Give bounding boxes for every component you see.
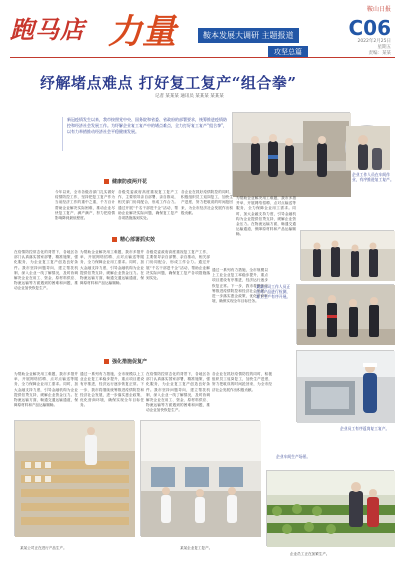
photo-workshop-inspection [300,230,394,280]
body-text-9: 为帮助企业解决用工难题，我市多措并举，开展网络招聘、点对点输送等服务，全力保障企业用工需求。同时，加大金融支持力度，引导金融机构为企业提供信贷支持，缓解企业资金压力。在物流运输方面，畅通交通运输通道，保障原材料和产品运输顺畅。 [14,372,78,408]
masthead-rule [10,57,395,58]
photo-small-round [345,125,389,169]
section-heading-1-text: 健康防疫两开花 [112,179,148,185]
body-text-4: 为帮助企业解决用工难题，我市多措并举，开展网络招聘、点对点输送等服务，全力保障企业用工需求。同时，加大金融支持力度，引导金融机构为企业提供信贷支持，缓解企业资金压力。在物流运输方面，畅通交通运输通道，保障原材料和产品运输顺畅。 [236,196,296,237]
masthead [10,4,395,56]
section-marker-icon [112,237,117,242]
caption-4: 企业车间生产场景。 [276,454,311,459]
byline: 记者 某某某 通讯员 某某某 某某某 [155,94,224,99]
date-line-3: 责编：某某 [368,51,391,56]
date-line [331,39,391,57]
body-text-12: 各企业在抓好疫情防控的同时，积极组织员工返岗复工，加快生产进度，努力把耽误的时间抢回来，为全市经济社会发展作出积极贡献。 [212,372,272,392]
section-heading-3-text: 强化措施促复产 [112,359,148,365]
section-tag: 攻坚总篇 [268,46,308,58]
brand-title: 跑马店 [10,15,85,44]
caption-3: 企业员工有序返岗复工复产。 [340,426,390,431]
section-heading-3 [104,358,147,365]
date-line-2: 星期五 [377,45,391,50]
headline: 纾解堵点难点 打好复工复产“组合拳” [40,74,297,92]
photo-officials-visit [232,112,350,196]
photo-worker-machine [296,350,394,422]
paper-name: 鞍山日报 [366,6,391,13]
section-heading-1 [104,178,147,185]
date-line-1: 2022年2月25日 [357,39,391,44]
body-text-7: 各级党委政府高度重视复工复产工作，主要领导亲自部署、亲自推动，相关部门协同配合，形成工作合力。通过开展“千名干部进千企”活动，帮助企业解决实际问题，确保复工复产各项措施落到实处。 [146,250,210,281]
footer-caption-3: 企业员工正在加紧生产。 [290,552,330,556]
lead-paragraph: 新冠疫情发生以来，我市按照党中央、国务院和省委、省政府的部署要求，统筹推进疫情防控和经济社会发展工作。为纾解企业复工复产中的堵点难点，全力打好复工复产“组合拳”，以有力举措推动经济社会平稳健康发展。 [62,117,230,151]
body-text-3: 各企业在抓好疫情防控的同时，积极组织员工返岗复工，加快生产进度，努力把耽误的时间抢回来，为全市经济社会发展作出积极贡献。 [181,190,233,215]
brand-subtitle: 鞍本发展大调研 主题报道 [198,28,299,43]
photo-production-line [14,420,134,536]
section-heading-2-text: 精心部署抓实效 [120,237,156,243]
caption-2: 某某公司工作人员正在对产品进行检测，复工生产有序开展。 [256,284,291,299]
page-number: C06 [348,16,391,40]
body-text-11: 在疫情防控常态化的背景下，各地区各部门认真落实国家部署，精准施策，强化服务，为企业复工复产创造良好条件。我市坚持问题导向，建立帮扶机制，深入企业一线了解情况，及时协调解决企业在用工、资金、原材料供应、物流运输等方面遇到的困难和问题，推动企业加快恢复生产。 [146,372,210,413]
footer-caption-2: 某某企业复工复产。 [180,546,213,550]
brand-strength: 力量 [108,12,176,52]
body-text-8: 通过一系列有力措施，全市规模以上工业企业复工率稳步提升，重点项目建设有序推进，经济运行逐步恢复正常。下一步，我市将继续统筹推进疫情防控和经济社会发展，进一步落实惠企政策，优化营商环境，确保实现全年目标任务。 [212,268,268,304]
photo-workshop-wide [140,420,260,536]
body-text-10: 通过一系列有力措施，全市规模以上工业企业复工率稳步提升，重点项目建设有序推进，经济运行逐步恢复正常。下一步，我市将继续统筹推进疫情防控和经济社会发展，进一步落实惠企政策，优化营商环境，确保实现全年目标任务。 [80,372,144,408]
caption-1: 企业工作人员在车间作业，有序推进复工复产。 [352,172,394,182]
section-heading-2 [112,236,155,243]
footer-caption-1: 某某公司正在进行产品生产。 [20,546,67,550]
section-marker-icon [104,359,109,364]
photo-factory-workers [296,284,394,344]
body-text-1: 今年以来，全市各级各部门扎实做好疫情防控工作，坚持把复工复产作为当前经济工作的重中之重，千方百计帮助企业解决实际困难，推动企业尽快复工复产、满产满产，努力把疫情影响降到最低程度。 [55,190,115,221]
section-marker-icon [104,179,109,184]
body-text-6: 为帮助企业解决用工难题，我市多措并举，开展网络招聘、点对点输送等服务，全力保障企业用工需求。同时，加大金融支持力度，引导金融机构为企业提供信贷支持，缓解企业资金压力。在物流运输方面，畅通交通运输通道，保障原材料和产品运输顺畅。 [80,250,144,286]
body-text-2: 各级党委政府高度重视复工复产工作，主要领导亲自部署、亲自推动，相关部门协同配合，形成工作合力。通过开展“千名干部进千企”活动，帮助企业解决实际问题，确保复工复产各项措施落到实处。 [118,190,178,221]
body-text-5: 在疫情防控常态化的背景下，各地区各部门认真落实国家部署，精准施策，强化服务，为企业复工复产创造良好条件。我市坚持问题导向，建立帮扶机制，深入企业一线了解情况，及时协调解决企业在用工、资金、原材料供应、物流运输等方面遇到的困难和问题，推动企业加快恢复生产。 [14,250,78,291]
photo-greenhouse [266,470,394,546]
